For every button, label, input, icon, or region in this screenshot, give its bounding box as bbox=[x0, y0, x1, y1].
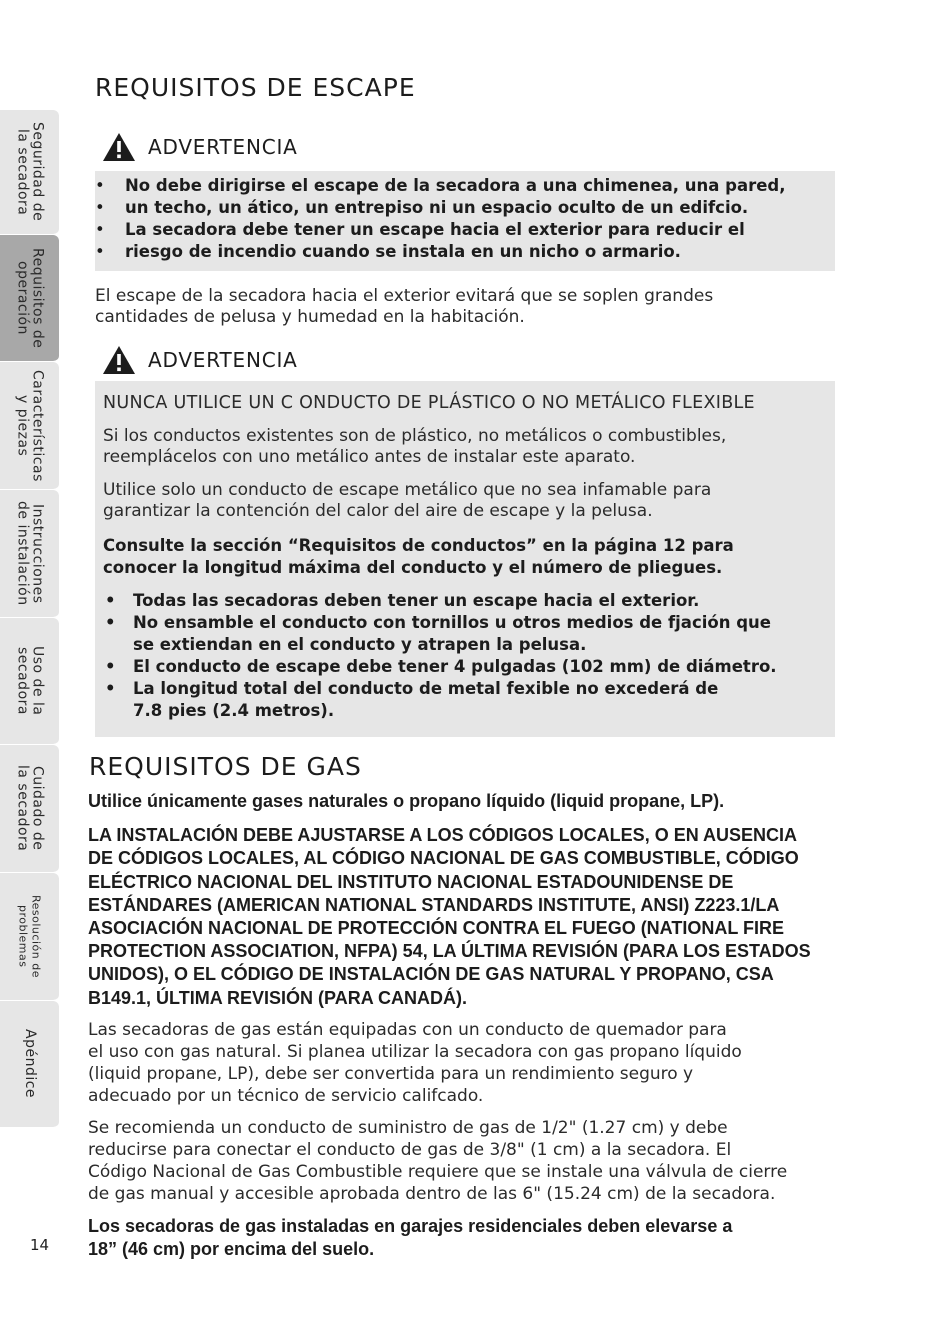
warning-line: • riesgo de incendio cuando se instala en un nicho o armario. bbox=[95, 241, 835, 263]
warning-line: • No debe dirigirse el escape de la secadora a una chimenea, una pared, bbox=[95, 175, 835, 197]
side-tab-uso[interactable] bbox=[0, 618, 59, 745]
side-tab-apendice[interactable] bbox=[0, 1001, 59, 1128]
warning-triangle-icon bbox=[102, 345, 136, 375]
side-tab-label: Cuidado de la secadora bbox=[14, 765, 46, 852]
warning-paragraph: Utilice solo un conducto de escape metálico que no sea infamable para garantizar la contención del calor del aire de escape y la pelusa. bbox=[103, 480, 712, 521]
page-number: 14 bbox=[30, 1236, 50, 1254]
list-item: • Todas las secadoras deben tener un escape hacia el exterior. bbox=[103, 590, 833, 612]
side-tab-caracteristicas[interactable] bbox=[0, 362, 59, 490]
side-tab-instrucciones[interactable] bbox=[0, 490, 59, 618]
warning-bullet-list bbox=[103, 590, 833, 722]
warning-heading-2 bbox=[102, 345, 298, 375]
gas-code-block: LA INSTALACIÓN DEBE AJUSTARSE A LOS CÓDIGOS LOCALES, O EN AUSENCIA DE CÓDIGOS LOCALES, AL CÓDIGO NACIONAL DE GAS COMBUSTIBLE, CÓDIGO ELÉCTRICO NACIONAL DEL INSTITUTO NACIONAL ESTADOUNIDENSE DE ESTÁNDARES (AMERICAN NATIONAL STANDARDS INSTITUTE, ANSI) Z223.1/LA ASOCIACIÓN NACIONAL DE PROTECCIÓN CONTRA EL FUEGO (NATIONAL FIRE PROTECTION ASSOCIATION, NFPA) 54, LA ÚLTIMA REVISIÓN (PARA LOS ESTADOS UNIDOS), O EL CÓDIGO DE INSTALACIÓN DE GAS NATURAL Y PROPANO, CSA B149.1, ÚLTIMA REVISIÓN (PARA CANADÁ). bbox=[88, 825, 811, 1008]
list-item: • El conducto de escape debe tener 4 pulgadas (102 mm) de diámetro. bbox=[103, 656, 833, 678]
list-item: • No ensamble el conducto con tornillos u otros medios de fjación que se extiendan en el conducto y atrapen la pelusa. bbox=[103, 612, 833, 656]
warning-label: ADVERTENCIA bbox=[148, 135, 298, 159]
gas-paragraph: Se recomienda un conducto de suministro de gas de 1/2" (1.27 cm) y debe reducirse para conectar el conducto de gas de 3/8" (1 cm) a la secadora. El Código Nacional de Gas Combustible requiere que se instale una válvula de cierre de gas manual y accesible aprobada dentro de las 6" (15.24 cm) de la secadora. bbox=[88, 1117, 788, 1204]
warning-bold-paragraph: Consulte la sección “Requisitos de conductos” en la página 12 para conocer la longitud máxima del conducto y el número de pliegues. bbox=[103, 536, 734, 577]
warning-line: • un techo, un ático, un entrepiso ni un espacio oculto de un edifcio. bbox=[95, 197, 835, 219]
gas-paragraph: Las secadoras de gas están equipadas con un conducto de quemador para el uso con gas natural. Si planea utilizar la secadora con gas propano líquido (liquid propane, LP), debe ser convertida para un rendimiento seguro y adecuado por un técnico de servicio califcado. bbox=[88, 1019, 742, 1106]
gas-intro: Utilice únicamente gases naturales o propano líquido (liquid propane, LP). bbox=[88, 791, 725, 811]
side-tab-resolucion[interactable] bbox=[0, 873, 59, 1001]
section-title-gas: REQUISITOS DE GAS bbox=[89, 752, 362, 781]
side-tab-label: Requisitos de operación bbox=[14, 247, 46, 349]
list-item: • La longitud total del conducto de metal fexible no excederá de 7.8 pies (2.4 metros). bbox=[103, 678, 833, 722]
side-tab-label: Apéndice bbox=[22, 1029, 38, 1099]
warning-heading-1 bbox=[102, 132, 298, 162]
side-tab-label: Características y piezas bbox=[14, 369, 46, 482]
warning-box-2 bbox=[95, 381, 835, 737]
warning-line: • La secadora debe tener un escape hacia el exterior para reducir el bbox=[95, 219, 835, 241]
side-tab-label: Uso de la secadora bbox=[14, 646, 46, 716]
side-tab-label: Resolución de problemas bbox=[16, 895, 43, 978]
warning-triangle-icon bbox=[102, 132, 136, 162]
warning-box-1 bbox=[95, 171, 835, 271]
gas-garage-note: Los secadoras de gas instaladas en garajes residenciales deben elevarse a 18” (46 cm) por encima del suelo. bbox=[88, 1215, 733, 1260]
section-title-exhaust: REQUISITOS DE ESCAPE bbox=[95, 73, 416, 102]
warning-caps-line: NUNCA UTILICE UN C ONDUCTO DE PLÁSTICO O NO METÁLICO FLEXIBLE bbox=[103, 393, 755, 413]
side-tab-label: Instrucciones de instalación bbox=[14, 501, 46, 606]
exhaust-paragraph: El escape de la secadora hacia el exterior evitará que se soplen grandes cantidades de pelusa y humedad en la habitación. bbox=[95, 286, 714, 327]
side-tab-requisitos[interactable] bbox=[0, 235, 59, 362]
gas-section-body bbox=[88, 790, 888, 1261]
side-tab-label: Seguridad de la secadora bbox=[14, 122, 46, 222]
warning-paragraph: Si los conductos existentes son de plástico, no metálicos o combustibles, reemplácelos con uno metálico antes de instalar este aparato. bbox=[103, 426, 727, 467]
side-tab-seguridad[interactable] bbox=[0, 110, 59, 235]
warning-label: ADVERTENCIA bbox=[148, 348, 298, 372]
side-tab-cuidado[interactable] bbox=[0, 745, 59, 873]
